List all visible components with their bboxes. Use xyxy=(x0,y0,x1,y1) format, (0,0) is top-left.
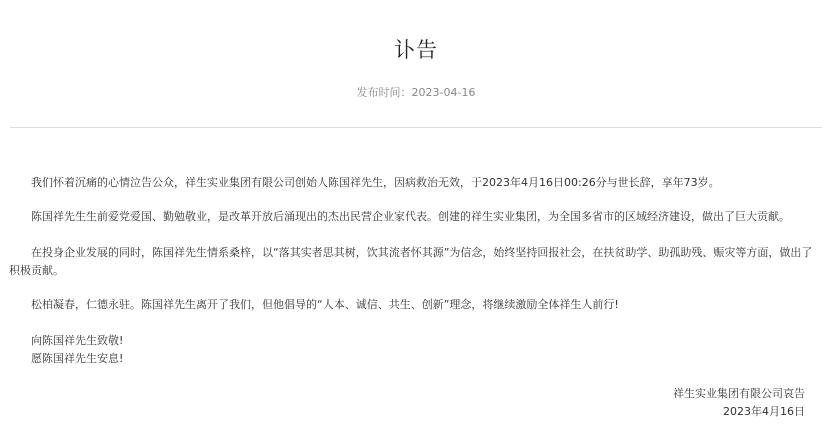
paragraph-charity: 在投身企业发展的同时，陈国祥先生情系桑梓，以“落其实者思其树，饮其流者怀其源”为信念，始终坚持回报社会，在扶贫助学、助孤助残、赈灾等方面，做出了积极贡献。 xyxy=(9,246,813,277)
publish-time xyxy=(0,86,832,100)
header-divider xyxy=(10,127,822,128)
paragraph-biography: 陈国祥先生生前爱党爱国、勤勉敬业，是改革开放后涌现出的杰出民营企业家代表。创建的祥生实业集团，为全国多省市的区域经济建设，做出了巨大贡献。 xyxy=(31,210,790,223)
page-title: 讣告 xyxy=(394,38,438,62)
paragraph-announcement: 我们怀着沉痛的心情泣告公众，祥生实业集团有限公司创始人陈国祥先生，因病救治无效，于2023年4月16日00:26分与世长辞，享年73岁。 xyxy=(31,176,720,189)
signature-date: 2023年4月16日 xyxy=(723,405,805,418)
publish-time-value: 2023-04-16 xyxy=(411,86,476,99)
paragraph-tribute: 向陈国祥先生致敬! xyxy=(31,334,124,347)
paragraph-rest-in-peace: 愿陈国祥先生安息! xyxy=(31,352,124,365)
paragraph-legacy: 松柏凝春，仁德永驻。陈国祥先生离开了我们，但他倡导的“人本、诚信、共生、创新”理念，将继续激励全体祥生人前行! xyxy=(31,298,619,311)
signature-organization: 祥生实业集团有限公司哀告 xyxy=(673,387,805,400)
publish-time-label: 发布时间： xyxy=(356,86,412,99)
